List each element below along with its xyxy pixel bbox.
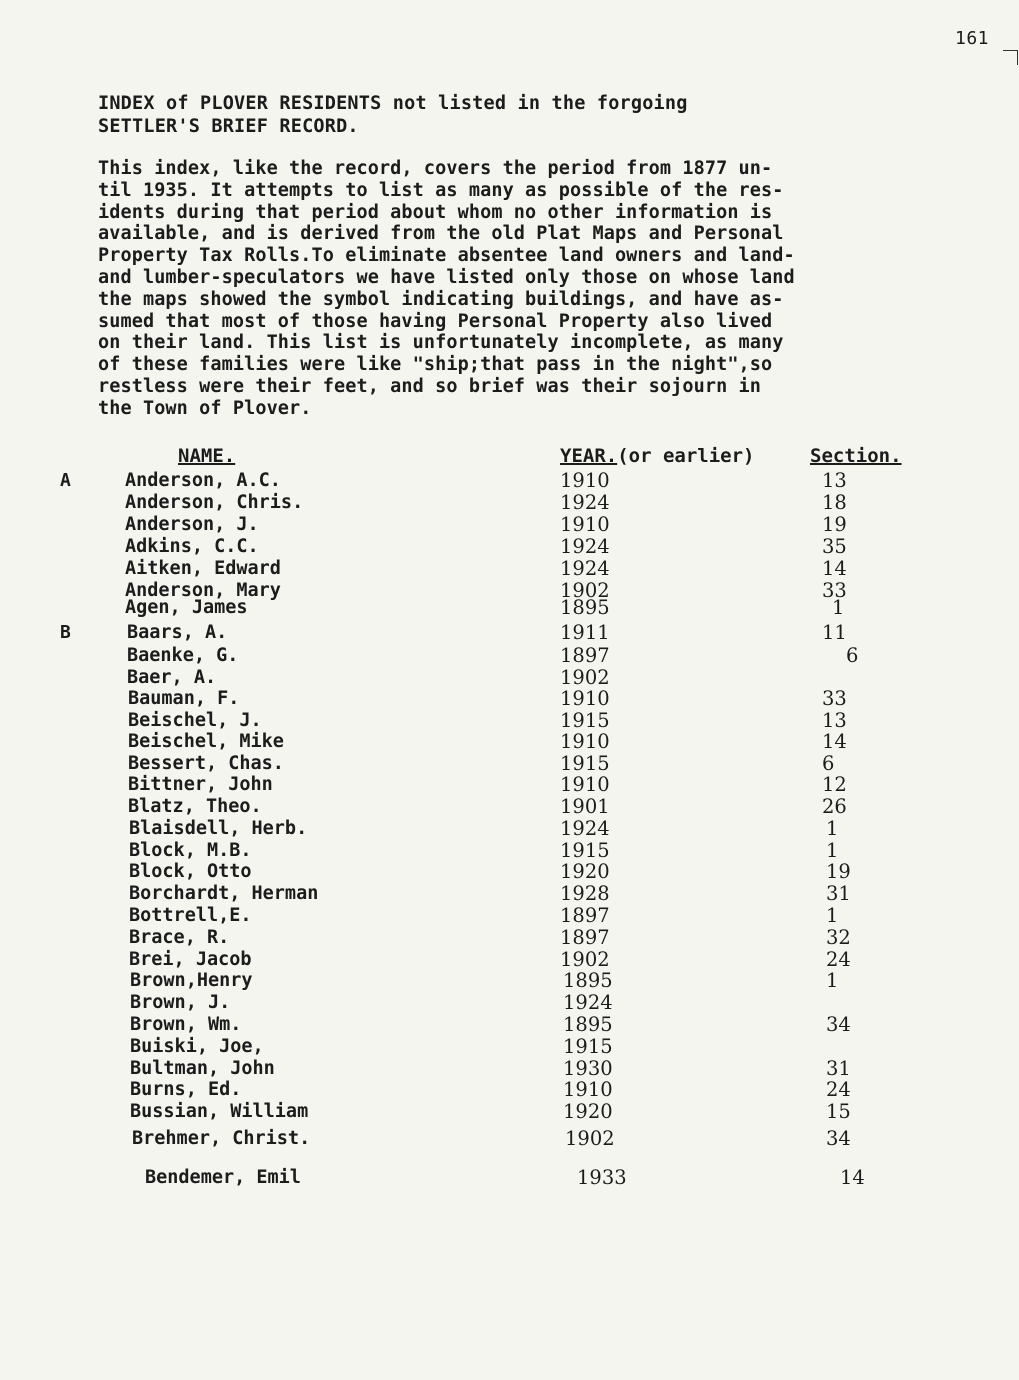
- intro-line: idents during that period about whom no other information is: [98, 201, 773, 223]
- resident-section: 14: [840, 1166, 865, 1189]
- resident-section: 32: [826, 926, 851, 949]
- section-header-label: Section.: [810, 445, 902, 467]
- resident-year: 1915: [563, 1035, 613, 1058]
- resident-name: Baer, A.: [127, 667, 217, 688]
- resident-section: 34: [826, 1127, 851, 1150]
- resident-section: 11: [822, 621, 847, 644]
- resident-year: 1902: [560, 666, 610, 689]
- resident-name: Borchardt, Herman: [129, 883, 319, 904]
- resident-section: 18: [822, 491, 847, 514]
- resident-year: 1910: [560, 730, 610, 753]
- resident-section: 14: [822, 557, 847, 580]
- resident-section: 12: [822, 773, 847, 796]
- resident-year: 1924: [560, 535, 610, 558]
- resident-name: Buiski, Joe,: [130, 1036, 264, 1057]
- resident-section: 15: [826, 1100, 851, 1123]
- intro-line: of these families were like "ship;that pass in the night",so: [98, 354, 773, 376]
- title-line: SETTLER'S BRIEF RECORD.: [98, 116, 359, 137]
- resident-name: Aitken, Edward: [125, 558, 281, 579]
- intro-line: the Town of Plover.: [98, 397, 312, 419]
- resident-name: Anderson, Chris.: [125, 492, 304, 513]
- title-line: INDEX of PLOVER RESIDENTS not listed in the forgoing: [98, 93, 688, 114]
- intro-line: sumed that most of those having Personal Property also lived: [98, 310, 773, 332]
- resident-section: 1: [832, 596, 845, 619]
- year-header-note: (or earlier): [617, 445, 755, 467]
- resident-year: 1902: [560, 579, 610, 602]
- resident-year: 1924: [560, 557, 610, 580]
- resident-section: 33: [822, 579, 847, 602]
- resident-name: Adkins, C.C.: [125, 536, 259, 557]
- resident-name: Bauman, F.: [128, 688, 240, 709]
- resident-name: Bittner, John: [128, 774, 273, 795]
- resident-year: 1902: [560, 948, 610, 971]
- resident-name: Block, M.B.: [129, 840, 252, 861]
- resident-name: Beischel, Mike: [128, 731, 284, 752]
- resident-name: Bussian, William: [130, 1101, 309, 1122]
- resident-year: 1895: [560, 596, 610, 619]
- resident-name: Anderson, A.C.: [125, 470, 281, 491]
- resident-name: Brei, Jacob: [129, 949, 252, 970]
- resident-section: 1: [826, 839, 839, 862]
- resident-section: 1: [826, 969, 839, 992]
- resident-name: Brace, R.: [129, 927, 230, 948]
- resident-section: 19: [822, 513, 847, 536]
- resident-section: 13: [822, 709, 847, 732]
- resident-year: 1910: [560, 469, 610, 492]
- resident-name: Bessert, Chas.: [128, 753, 284, 774]
- resident-year: 1897: [560, 644, 610, 667]
- resident-section: 34: [826, 1013, 851, 1036]
- resident-year: 1911: [560, 621, 610, 644]
- resident-name: Baars, A.: [127, 622, 228, 643]
- intro-line: on their land. This list is unfortunately incomplete, as many: [98, 332, 784, 354]
- intro-line: til 1935. It attempts to list as many as possible of the res-: [98, 179, 784, 201]
- resident-name: Baenke, G.: [127, 645, 239, 666]
- resident-name: Blatz, Theo.: [128, 796, 262, 817]
- resident-year: 1897: [560, 926, 610, 949]
- resident-section: 13: [822, 469, 847, 492]
- resident-name: Bottrell,E.: [129, 905, 252, 926]
- resident-year: 1910: [560, 773, 610, 796]
- resident-name: Agen, James: [125, 597, 248, 618]
- resident-section: 31: [826, 1057, 851, 1080]
- resident-year: 1930: [563, 1057, 613, 1080]
- index-letter: B: [60, 622, 71, 643]
- resident-section: 24: [826, 948, 851, 971]
- resident-name: Beischel, J.: [128, 710, 262, 731]
- resident-year: 1910: [563, 1078, 613, 1101]
- resident-section: 1: [826, 904, 839, 927]
- resident-year: 1920: [560, 860, 610, 883]
- resident-year: 1895: [563, 969, 613, 992]
- resident-year: 1915: [560, 709, 610, 732]
- resident-year: 1924: [563, 991, 613, 1014]
- resident-section: 26: [822, 795, 847, 818]
- resident-year: 1910: [560, 687, 610, 710]
- name-header-label: NAME.: [178, 445, 236, 467]
- resident-section: 14: [822, 730, 847, 753]
- resident-year: 1924: [560, 817, 610, 840]
- resident-year: 1901: [560, 795, 610, 818]
- resident-name: Brown, Wm.: [130, 1014, 242, 1035]
- resident-section: 1: [826, 817, 839, 840]
- resident-section: 24: [826, 1078, 851, 1101]
- resident-section: 31: [826, 882, 851, 905]
- intro-line: the maps showed the symbol indicating buildings, and have as-: [98, 288, 784, 310]
- resident-name: Block, Otto: [129, 861, 252, 882]
- intro-line: available, and is derived from the old Plat Maps and Personal: [98, 223, 784, 245]
- intro-line: This index, like the record, covers the period from 1877 un-: [98, 158, 773, 179]
- year-header-label: YEAR.: [560, 445, 618, 467]
- resident-year: 1915: [560, 752, 610, 775]
- page-number: 161: [955, 28, 990, 49]
- index-letter: A: [60, 470, 71, 491]
- resident-year: 1915: [560, 839, 610, 862]
- resident-year: 1920: [563, 1100, 613, 1123]
- resident-year: 1902: [565, 1127, 615, 1150]
- resident-name: Anderson, J.: [125, 514, 259, 535]
- resident-name: Bendemer, Emil: [145, 1167, 301, 1188]
- resident-year: 1933: [577, 1166, 627, 1189]
- intro-line: restless were their feet, and so brief was their sojourn in: [98, 375, 762, 397]
- resident-name: Bultman, John: [130, 1058, 275, 1079]
- resident-name: Anderson, Mary: [125, 580, 281, 601]
- resident-name: Blaisdell, Herb.: [129, 818, 308, 839]
- resident-year: 1895: [563, 1013, 613, 1036]
- resident-name: Burns, Ed.: [130, 1079, 242, 1100]
- intro-line: and lumber-speculators we have listed only those on whose land: [98, 266, 795, 288]
- resident-year: 1928: [560, 882, 610, 905]
- intro-line: Property Tax Rolls.To eliminate absentee land owners and land-: [98, 245, 795, 267]
- resident-year: 1924: [560, 491, 610, 514]
- resident-name: Brown,Henry: [130, 970, 253, 991]
- resident-section: 6: [822, 752, 835, 775]
- resident-year: 1910: [560, 513, 610, 536]
- resident-section: 6: [846, 644, 859, 667]
- resident-section: 33: [822, 687, 847, 710]
- resident-year: 1897: [560, 904, 610, 927]
- resident-section: 19: [826, 860, 851, 883]
- resident-section: 35: [822, 535, 847, 558]
- resident-name: Brown, J.: [130, 992, 231, 1013]
- resident-name: Brehmer, Christ.: [132, 1128, 311, 1149]
